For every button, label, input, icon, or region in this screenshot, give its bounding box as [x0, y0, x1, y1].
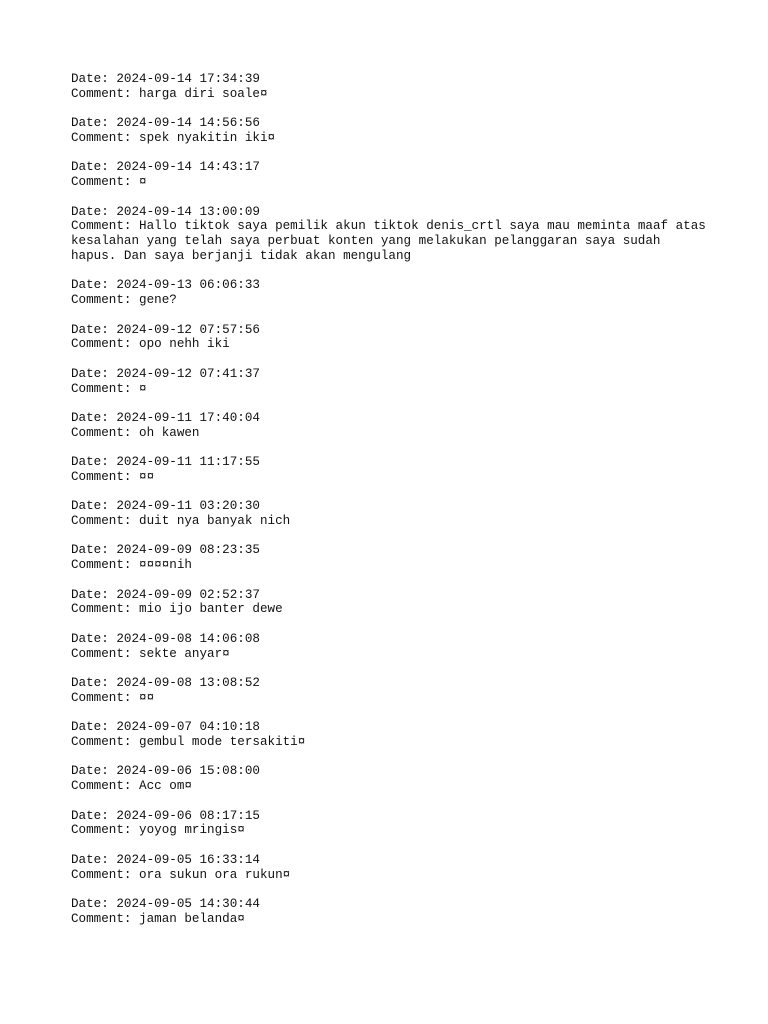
date-label: Date: [71, 72, 117, 86]
comment-entry [71, 323, 711, 353]
date-value: 2024-09-11 11:17:55 [116, 455, 260, 470]
comment-text: oh kawen [139, 425, 200, 440]
date-value: 2024-09-08 14:06:08 [116, 631, 260, 646]
entry-comment-line [71, 602, 711, 617]
entry-comment-line [71, 558, 711, 573]
date-value: 2024-09-14 14:56:56 [116, 116, 260, 131]
date-label: Date: [71, 366, 117, 381]
comment-text: ¤ [139, 175, 147, 190]
date-label: Date: [71, 896, 117, 911]
entry-date-line [71, 116, 711, 131]
comment-label: Comment: [71, 646, 140, 661]
date-value: 2024-09-08 13:08:52 [116, 676, 260, 691]
entry-date-line [71, 809, 711, 824]
comment-label: Comment: [71, 514, 140, 529]
entry-date-line [71, 278, 711, 293]
entry-comment-line [71, 868, 711, 883]
comment-entry [71, 367, 711, 397]
entry-date-line [71, 588, 711, 603]
date-label: Date: [71, 543, 117, 558]
entry-date-line [71, 367, 711, 382]
comment-entry [71, 160, 711, 190]
comment-label: Comment: [71, 337, 140, 352]
entry-comment-line [71, 779, 711, 794]
comment-text: ¤¤¤¤nih [139, 558, 192, 573]
entry-comment-line [71, 293, 711, 308]
date-label: Date: [71, 587, 117, 602]
comment-label: Comment: [71, 219, 140, 234]
entry-comment-line [71, 175, 711, 190]
comment-label: Comment: [71, 690, 140, 705]
entry-date-line [71, 455, 711, 470]
date-label: Date: [71, 852, 117, 867]
date-label: Date: [71, 764, 117, 779]
entry-comment-line [71, 647, 711, 662]
comment-label: Comment: [71, 735, 140, 750]
entry-date-line [71, 720, 711, 735]
comment-label: Comment: [71, 381, 140, 396]
comment-entry [71, 809, 711, 839]
entry-comment-line [71, 337, 711, 352]
comment-entry [71, 455, 711, 485]
entry-comment-line [71, 735, 711, 750]
comment-text: ¤¤ [139, 469, 155, 484]
entry-date-line [71, 205, 711, 220]
entry-comment-line [71, 470, 711, 485]
date-value: 2024-09-05 16:33:14 [116, 852, 260, 867]
comment-entry [71, 588, 711, 618]
comment-entry [71, 764, 711, 794]
comment-text: mio ijo banter dewe [139, 602, 283, 617]
entry-comment-line [71, 382, 711, 397]
entry-comment-line [71, 514, 711, 529]
date-value: 2024-09-09 08:23:35 [116, 543, 260, 558]
comment-entry [71, 204, 714, 264]
date-label: Date: [71, 676, 117, 691]
comment-entry [71, 676, 711, 706]
comment-text: spek nyakitin iki¤ [139, 130, 276, 145]
comment-text: ¤¤ [139, 690, 155, 705]
entry-comment-line [71, 219, 714, 263]
comment-entry [71, 411, 711, 441]
comment-text: sekte anyar¤ [139, 646, 230, 661]
date-label: Date: [71, 808, 117, 823]
comment-entry [71, 499, 711, 529]
entry-date-line [71, 160, 711, 175]
date-value: 2024-09-11 03:20:30 [116, 499, 260, 514]
date-value: 2024-09-14 14:43:17 [116, 160, 260, 175]
comment-label: Comment: [71, 469, 140, 484]
entry-comment-line [71, 691, 711, 706]
comment-text: ¤ [139, 381, 147, 396]
comment-entry [71, 632, 711, 662]
entry-comment-line [71, 823, 711, 838]
comment-label: Comment: [71, 911, 140, 926]
comment-text: yoyog mringis¤ [139, 823, 245, 838]
comment-text: ora sukun ora rukun¤ [139, 867, 291, 882]
date-label: Date: [71, 278, 117, 293]
comment-entry [71, 853, 711, 883]
comment-entry [71, 543, 711, 573]
comment-label: Comment: [71, 602, 140, 617]
date-value: 2024-09-12 07:41:37 [116, 366, 260, 381]
entry-comment-line [71, 131, 711, 146]
comment-entry [71, 116, 711, 146]
date-label: Date: [71, 499, 117, 514]
comment-label: Comment: [71, 779, 140, 794]
comment-text: harga diri soale¤ [139, 86, 268, 101]
date-value: 2024-09-07 04:10:18 [116, 720, 260, 735]
comment-label: Comment: [71, 130, 140, 145]
comment-text: duit nya banyak nich [139, 514, 291, 529]
date-value: 2024-09-06 08:17:15 [116, 808, 260, 823]
comment-label: Comment: [71, 823, 140, 838]
date-label: Date: [71, 160, 117, 175]
date-label: Date: [71, 116, 117, 131]
date-value: 2024-09-12 07:57:56 [116, 322, 260, 337]
date-label: Date: [71, 631, 117, 646]
date-value: 2024-09-09 02:52:37 [116, 587, 260, 602]
comment-entry [71, 897, 711, 927]
entry-date-line [71, 543, 711, 558]
comment-label: Comment: [71, 867, 140, 882]
entry-comment-line [71, 87, 711, 102]
entry-comment-line [71, 912, 711, 927]
entry-date-line [71, 676, 711, 691]
date-value: 2024-09-06 15:08:00 [116, 764, 260, 779]
comment-text: Hallo tiktok saya pemilik akun tiktok denis_crtl saya mau meminta maaf atas kesalahan yang telah saya perbuat konten yang melakukan pelanggaran saya sudah hapus. Dan saya berjanji tidak akan mengulang [71, 219, 714, 263]
date-label: Date: [71, 455, 117, 470]
comment-entry [71, 72, 711, 102]
comment-label: Comment: [71, 558, 140, 573]
comment-text: gembul mode tersakiti¤ [139, 735, 306, 750]
comment-label: Comment: [71, 293, 140, 308]
entry-date-line [71, 411, 711, 426]
entry-comment-line [71, 426, 711, 441]
date-value: 2024-09-14 13:00:09 [116, 204, 260, 219]
comment-log-page [71, 72, 714, 941]
comment-label: Comment: [71, 425, 140, 440]
comment-text: Acc om¤ [139, 779, 192, 794]
comment-label: Comment: [71, 175, 140, 190]
comment-entry [71, 278, 711, 308]
date-value: 2024-09-13 06:06:33 [116, 278, 260, 293]
date-label: Date: [71, 410, 117, 425]
comment-label: Comment: [71, 86, 140, 101]
date-label: Date: [71, 322, 117, 337]
date-value: 2024-09-05 14:30:44 [116, 896, 260, 911]
entry-date-line [71, 853, 711, 868]
date-label: Date: [71, 204, 117, 219]
comment-text: opo nehh iki [139, 337, 230, 352]
entry-date-line [71, 323, 711, 338]
date-label: Date: [71, 720, 117, 735]
comment-entry [71, 720, 711, 750]
entry-date-line [71, 632, 711, 647]
entries-list [71, 72, 714, 927]
comment-text: gene? [139, 293, 177, 308]
date-value: 2024-09-11 17:40:04 [116, 410, 260, 425]
entry-date-line [71, 764, 711, 779]
entry-date-line [71, 897, 711, 912]
comment-text: jaman belanda¤ [139, 911, 245, 926]
entry-date-line [71, 499, 711, 514]
entry-date-line [71, 72, 711, 87]
date-value: 2024-09-14 17:34:39 [116, 72, 260, 86]
